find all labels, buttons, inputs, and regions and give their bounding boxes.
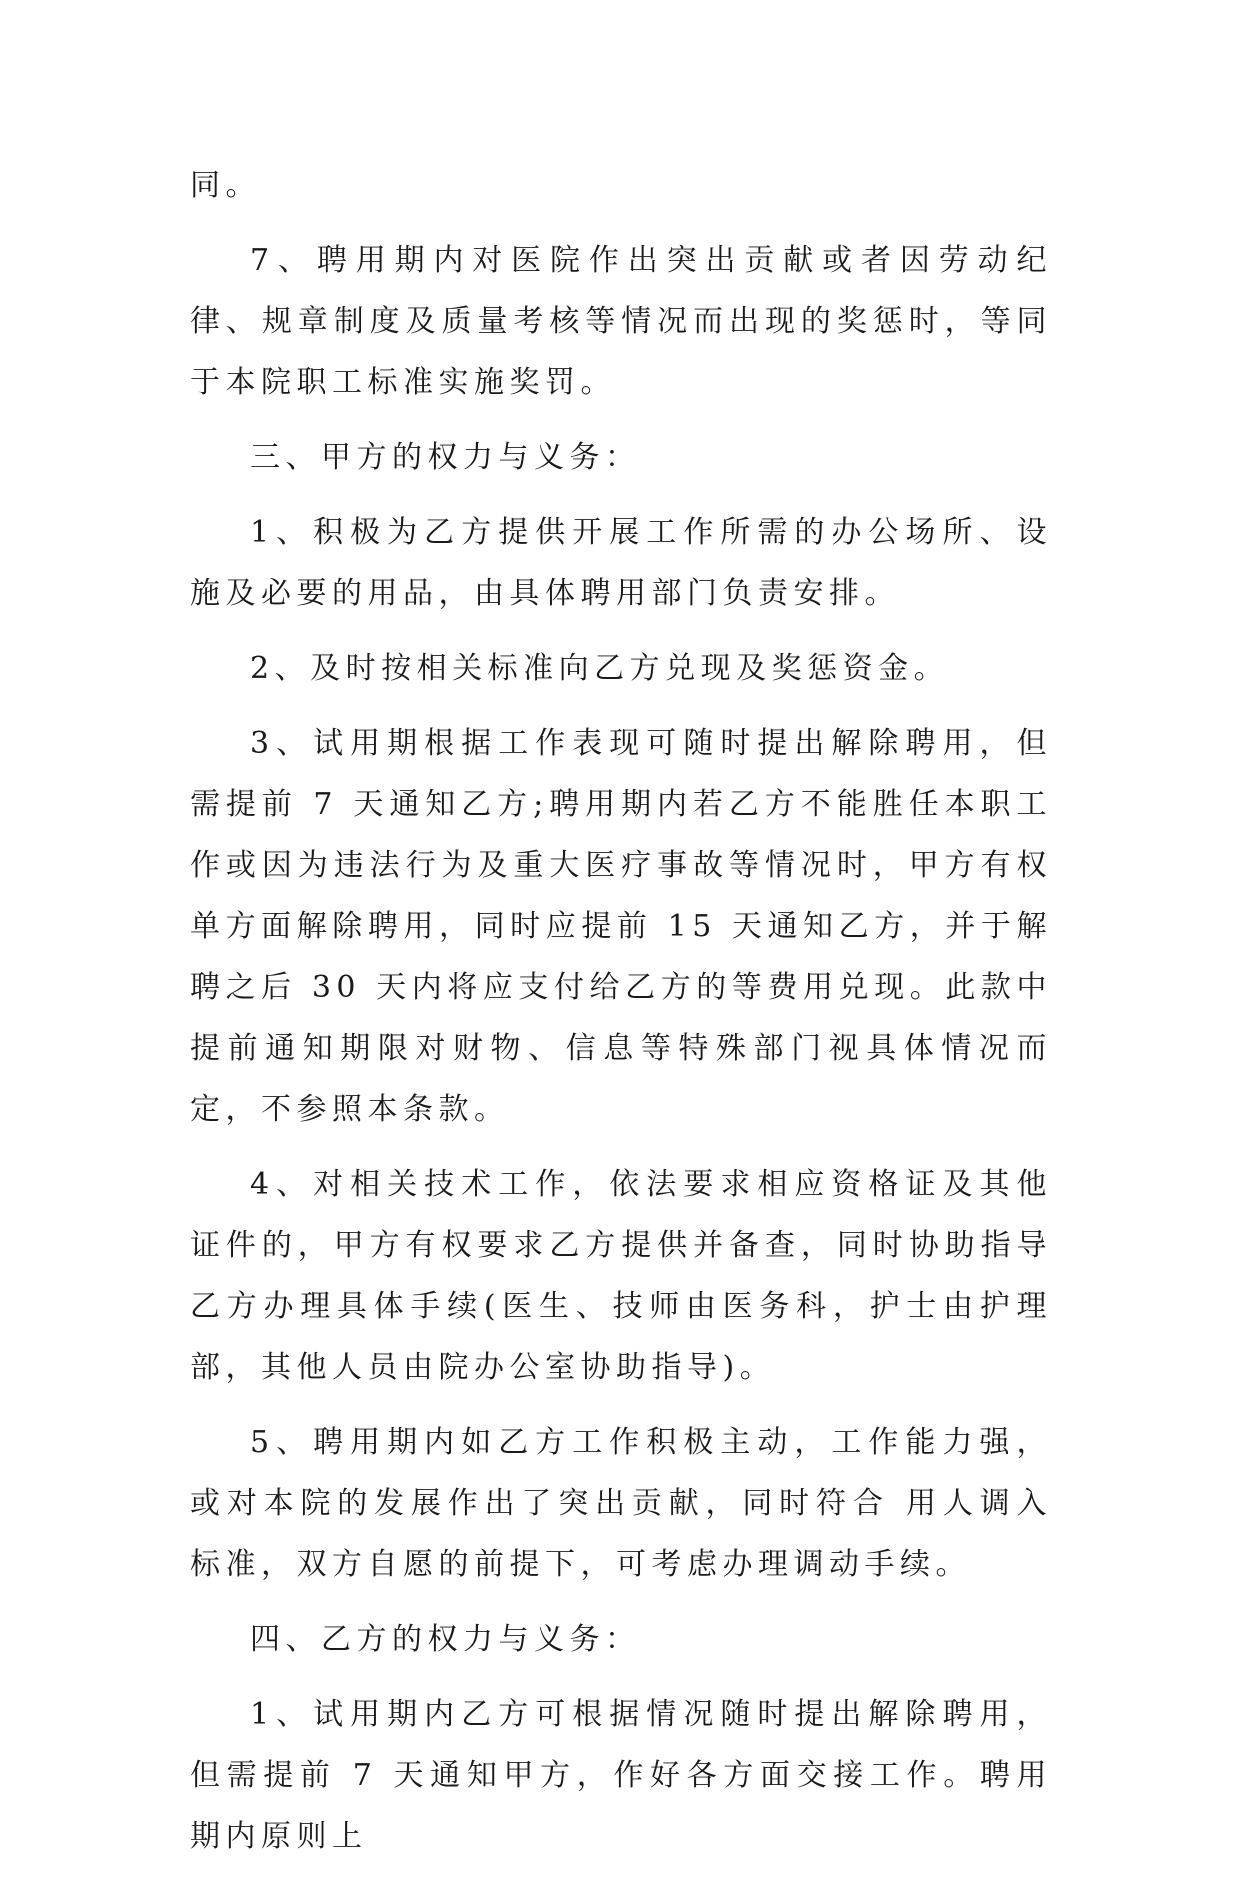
paragraph-clause-2-7: 7、聘用期内对医院作出突出贡献或者因劳动纪律、规章制度及质量考核等情况而出现的奖惩时，等同于本院职工标准实施奖罚。: [190, 243, 1052, 400]
paragraph-clause-3-3: 3、试用期根据工作表现可随时提出解除聘用，但需提前 7 天通知乙方;聘用期内若乙方不能胜任本职工作或因为违法行为及重大医疗事故等情况时，甲方有权单方面解除聘用，同时应提前 15 天通知乙方，并于解聘之后 30 天内将应支付给乙方的等费用兑现。此款中提前通知期限对财物、信息等特殊部门视具体情况而定，不参照本条款。: [190, 726, 1052, 1127]
paragraph-clause-4-1: 1、试用期内乙方可根据情况随时提出解除聘用，但需提前 7 天通知甲方，作好各方面交接工作。聘用期内原则上: [190, 1697, 1052, 1854]
paragraph-continuation: 同。: [190, 168, 261, 203]
paragraph-clause-3-4: 4、对相关技术工作，依法要求相应资格证及其他证件的，甲方有权要求乙方提供并备查，同时协助指导乙方办理具体手续(医生、技师由医务科，护士由护理部，其他人员由院办公室协助指导)。: [190, 1167, 1052, 1385]
section-heading-party-a: 三、甲方的权力与义务：: [250, 440, 641, 475]
paragraph-clause-3-1: 1、积极为乙方提供开展工作所需的办公场所、设施及必要的用品，由具体聘用部门负责安排。: [190, 515, 1052, 611]
document-body: [190, 155, 1052, 1881]
paragraph-clause-3-5: 5、聘用期内如乙方工作积极主动，工作能力强，或对本院的发展作出了突出贡献，同时符合 用人调入标准，双方自愿的前提下，可考虑办理调动手续。: [190, 1425, 1052, 1582]
section-heading-party-b: 四、乙方的权力与义务：: [250, 1622, 641, 1657]
paragraph-clause-3-2: 2、及时按相关标准向乙方兑现及奖惩资金。: [250, 651, 950, 686]
